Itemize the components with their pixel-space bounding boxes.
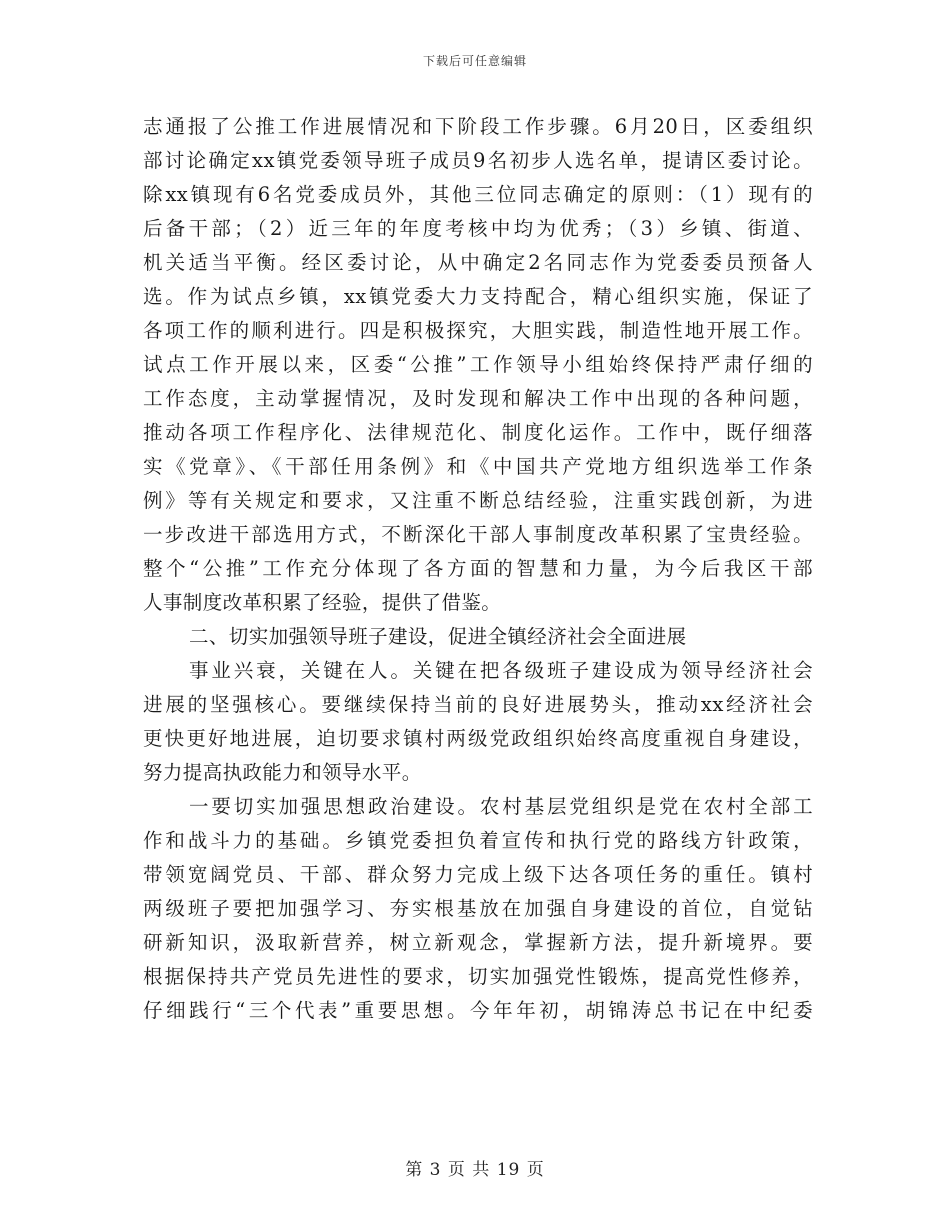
text-line: 试点工作开展以来，区委“公推”工作领导小组始终保持严肃仔细的 (143, 353, 813, 376)
text-line: 推动各项工作程序化、法律规范化、制度化运作。工作中，既仔细落 (143, 421, 813, 444)
text-line: 作和战斗力的基础。乡镇党委担负着宣传和执行党的路线方针政策， (143, 829, 813, 852)
page-header: 下载后可任意编辑 (422, 54, 527, 68)
text-line: 工作态度，主动掌握情况，及时发现和解决工作中出现的各种问题， (143, 387, 813, 410)
text-line: 选。作为试点乡镇，xx镇党委大力支持配合，精心组织实施，保证了 (143, 285, 813, 308)
text-line: 两级班子要把加强学习、夯实根基放在加强自身建设的首位，自觉钻 (143, 897, 813, 920)
text-line: 机关适当平衡。经区委讨论，从中确定2名同志作为党委委员预备人 (143, 251, 813, 274)
text-line: 部讨论确定xx镇党委领导班子成员9名初步人选名单，提请区委讨论。 (143, 149, 813, 172)
text-line: 努力提高执政能力和领导水平。 (143, 761, 422, 784)
text-line: 各项工作的顺利进行。四是积极探究，大胆实践，制造性地开展工作。 (143, 319, 813, 342)
text-line: 一步改进干部选用方式，不断深化干部人事制度改革积累了宝贵经验。 (143, 523, 813, 546)
text-line: 后备干部；（2）近三年的年度考核中均为优秀；（3）乡镇、街道、 (143, 217, 813, 240)
text-line: 研新知识，汲取新营养，树立新观念，掌握新方法，提升新境界。要 (143, 931, 813, 954)
text-line: 进展的坚强核心。要继续保持当前的良好进展势头，推动xx经济社会 (143, 693, 813, 716)
text-line: 人事制度改革积累了经验，提供了借鉴。 (143, 591, 502, 614)
text-line: 一要切实加强思想政治建设。农村基层党组织是党在农村全部工 (189, 795, 813, 818)
text-line: 根据保持共产党员先进性的要求，切实加强党性锻炼，提高党性修养， (143, 965, 813, 988)
section-heading: 二、切实加强领导班子建设，促进全镇经济社会全面进展 (189, 625, 687, 648)
text-line: 整个“公推”工作充分体现了各方面的智慧和力量，为今后我区干部 (143, 557, 813, 580)
text-line: 事业兴衰，关键在人。关键在把各级班子建设成为领导经济社会 (189, 659, 813, 682)
page-footer: 第 3 页 共 19 页 (405, 1160, 545, 1180)
text-line: 志通报了公推工作进展情况和下阶段工作步骤。6月20日，区委组织 (143, 115, 813, 138)
text-line: 例》等有关规定和要求，又注重不断总结经验，注重实践创新，为进 (143, 489, 813, 512)
document-body (143, 110, 813, 1028)
text-line: 实《党章》、《干部任用条例》和《中国共产党地方组织选举工作条 (143, 455, 813, 478)
text-line: 带领宽阔党员、干部、群众努力完成上级下达各项任务的重任。镇村 (143, 863, 813, 886)
text-line: 除xx镇现有6名党委成员外，其他三位同志确定的原则：（1）现有的 (143, 183, 813, 206)
text-line: 仔细践行“三个代表”重要思想。今年年初，胡锦涛总书记在中纪委 (143, 999, 813, 1022)
text-line: 更快更好地进展，迫切要求镇村两级党政组织始终高度重视自身建设， (143, 727, 813, 750)
